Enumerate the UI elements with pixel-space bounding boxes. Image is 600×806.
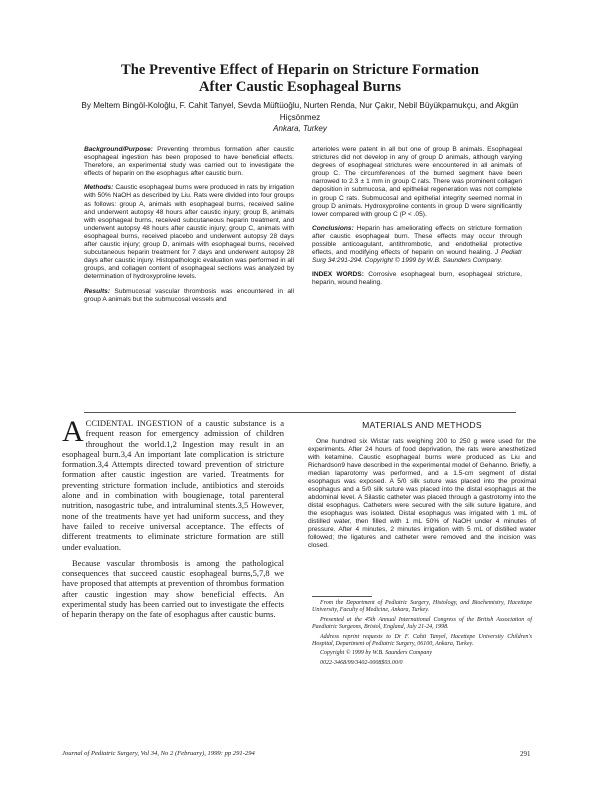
footnote-address: Address reprint requests to Dr F. Cahit Tanyel, Hacettepe University Children's Hospital, Department of Pediatric Surgery, 06100, Ankara, Turkey.: [312, 633, 532, 648]
title-line-2: After Caustic Esophageal Burns: [198, 79, 402, 95]
background-label: Background/Purpose:: [84, 146, 153, 153]
author-list: By Meltem Bingöl-Koloğlu, F. Cahit Tanyel, Sevda Müftüoğlu, Nurten Renda, Nur Çakır, Nebil Büyükpamukçu, and Akgün Hiçsönmez: [81, 101, 519, 122]
conclusions-text: Heparin has ameliorating effects on stricture formation after caustic esophageal burn. These effects may occur through possible anticoagulant, antithrombotic, and endothelial protective effects, and modifying effects of heparin on wound healing.: [312, 224, 522, 257]
body-left-column: [62, 415, 284, 620]
title-line-1: The Preventive Effect of Heparin on Stricture Formation: [120, 62, 480, 78]
methods-heading: MATERIALS AND METHODS: [362, 420, 482, 430]
abstract-results: [84, 288, 294, 304]
results-label: Results:: [84, 287, 111, 295]
citation: J Pediatr Surg 34:291-294. Copyright © 1999 by W.B. Saunders Company.: [312, 249, 522, 265]
abstract-conclusions: [312, 225, 522, 265]
abstract-background: [84, 146, 294, 178]
article-title: [60, 62, 540, 96]
methods-label: Methods:: [84, 184, 114, 192]
intro-text: of a caustic substance is a frequent reason for emergency admission of children throughout the world.1,2 Ingestion may result in an esophageal burn.3,4 An important late complication is stricture formation.3,4 Attempts directed toward prevention of stricture formation after caustic ingestion are varied. Treatments for preventing stricture formation include, antibiotics and steroids alone and in combination with bougienage, total parenteral nutrition, nasogastric tube, and intraluminal stents.3,5 However, none of the treatments have yet had uniform success, and they have failed to receive universal acceptance. The effects of different treatments to eliminate stricture formation are still under evaluation.: [62, 418, 284, 552]
results-text: Submucosal vascular thrombosis was encountered in all group A animals but the submucosal vessels and: [84, 287, 294, 303]
journal-footer: Journal of Pediatric Surgery, Vol 34, No 2 (February), 1999: pp 291-294: [62, 750, 255, 757]
footnotes: [312, 600, 532, 669]
intro-paragraph: [62, 415, 284, 552]
drop-cap: A: [62, 415, 84, 448]
abstract-left-column: [84, 146, 294, 310]
intro-smallcaps: CCIDENTAL INGESTION: [85, 418, 183, 428]
index-label: INDEX WORDS:: [312, 271, 364, 279]
footnote-presented: Presented at the 45th Annual International Congress of the British Association of Paediatric Surgeons, Bristol, England, July 21-24, 1998.: [312, 616, 532, 631]
footnote-divider: [312, 596, 372, 597]
abstract-right-column: [312, 146, 522, 294]
footnote-copyright: Copyright © 1999 by W.B. Saunders Company: [320, 650, 432, 657]
index-text: Corrosive esophageal burn, esophageal stricture, heparin, wound healing.: [312, 271, 522, 287]
affiliation: Ankara, Turkey: [273, 124, 327, 133]
methods-section: [308, 438, 536, 550]
footnote-code: 0022-3468/99/3402-0008$03.00/0: [320, 659, 403, 666]
abstract-methods: [84, 184, 294, 281]
body-right-column: [308, 418, 536, 550]
abstract-divider: [84, 412, 516, 413]
methods-paragraph: One hundred six Wistar rats weighing 200 to 250 g were used for the experiments. After 24 hours of food deprivation, the rats were anesthetized with ketamine. Caustic esophageal burns were produced as Liu and Richardson9 have described in the experimental model of Gehanno. Briefly, a median laparotomy was performed, and a 1.5-cm segment of distal esophagus was exposed. A 5/0 silk suture was placed into the proximal esophagus and a 5/0 silk suture was placed into the distal esophagus at the abdominal level. A Silastic catheter was placed through a gastrotomy into the distal esophagus. Catheters were secured with the silk suture ligature, and the esophagus was isolated. Distal esophagus was irrigated with 1 mL of distilled water, then filled with 1 mL 50% of NaOH under 4 minutes of pressure. After 4 minutes, 2 minutes irrigation with 5 mL of distilled water followed; the ligatures and catheter were removed and the incision was closed.: [308, 438, 536, 550]
second-paragraph: Because vascular thrombosis is among the pathological consequences that succeed caustic esophageal burns,5,7,8 we have proposed that attempts at prevention of thrombus formation after caustic ingestion may show beneficial effects. An experimental study has been carried out to investigate the effects of heparin therapy on the fate of esophagus after caustic burns.: [62, 557, 284, 620]
methods-text: Caustic esophageal burns were produced in rats by irrigation with 50% NaOH as described by Liu. Rats were divided into four groups as follows: group A, animals with esophageal burns, received saline and underwent autopsy 48 hours after caustic injury; group B, animals with esophageal burns, received subcutaneous heparin treatment, and underwent autopsy 48 hours after caustic injury; group C, animals with esophageal burns, received placebo and underwent autopsy 28 days after caustic injury; group D, animals with esophageal burns, received subcutaneous heparin treatment for 7 days and underwent autopsy 28 days after caustic injury. Histopathologic evaluation was performed in all groups, and collagen content of esophageal sections was analyzed by determination of hydroxyproline levels.: [84, 184, 294, 281]
page-number: 291: [520, 750, 531, 758]
background-text: Preventing thrombus formation after caustic esophageal ingestion has been proposed to have beneficial effects. Therefore, an experimental study was carried out to investigate the effects of heparin on the esophagus after caustic burn.: [84, 146, 294, 178]
conclusions-label: Conclusions:: [312, 224, 354, 232]
index-words: [312, 271, 522, 287]
abstract-results-continued: arterioles were patent in all but one of group B animals. Esophageal strictures did not develop in any of group D animals, although varying degrees of esophageal strictures were encountered in all animals of group C. The circumferences of the burned segment have been narrowed to 2.3 ± 1 mm in group C rats. There was prominent collagen deposition in submucosa, and epithelial regeneration was not complete in group C rats. Submucosal and epithelial integrity seemed normal in group D animals. Hydroxyproline contents in group D were significantly lower compared with group C (P < .05).: [312, 146, 522, 218]
footnote-affiliation: From the Department of Pediatric Surgery, Histology, and Biochemistry, Hacettepe University, Faculty of Medicine, Ankara, Turkey.: [312, 600, 532, 614]
